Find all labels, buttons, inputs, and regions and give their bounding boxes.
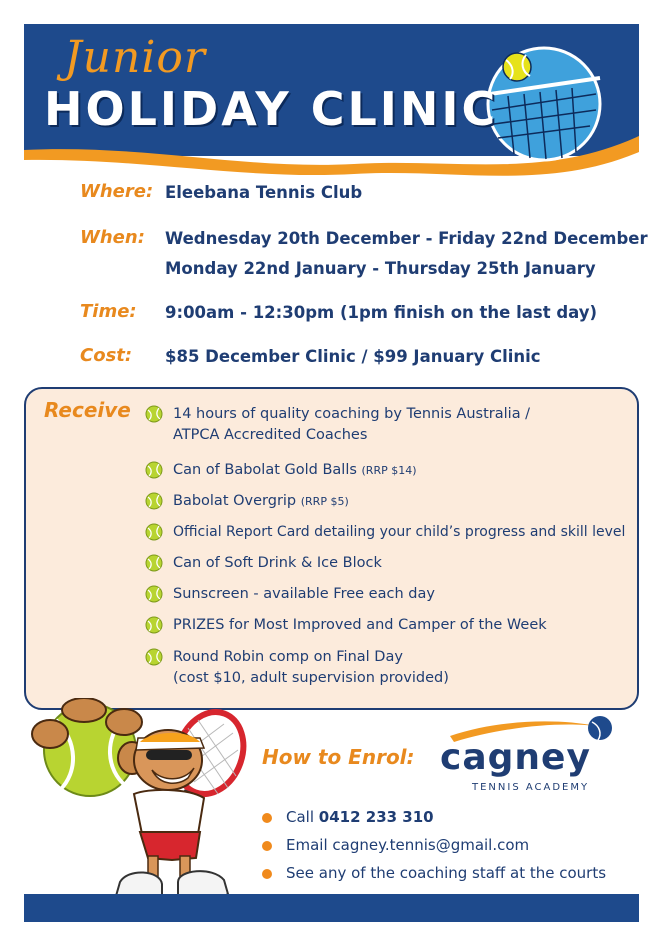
phone-number[interactable]: 0412 233 310 xyxy=(318,808,434,826)
item-note: (RRP $14) xyxy=(361,464,417,477)
tennis-ball-icon xyxy=(145,492,163,510)
item-text: Can of Babolat Gold Balls xyxy=(173,462,362,478)
when-value-line1: Wednesday 20th December - Friday 22nd December xyxy=(165,229,648,248)
tennis-ball-icon xyxy=(145,585,163,603)
cost-label: Cost: xyxy=(80,345,133,366)
bullet-dot-icon xyxy=(262,869,272,879)
footer-bar xyxy=(24,894,639,922)
cost-value: $85 December Clinic / $99 January Clinic xyxy=(165,347,541,366)
item-text: Round Robin comp on Final Day xyxy=(173,649,403,665)
tennis-ball-icon xyxy=(145,523,163,541)
title-script: Junior xyxy=(64,32,206,83)
item-note: (RRP $5) xyxy=(300,495,349,508)
enrol-label: How to Enrol: xyxy=(262,745,415,769)
tennis-ball-icon xyxy=(145,461,163,479)
receive-label: Receive xyxy=(44,398,131,422)
tennis-ball-icon xyxy=(145,616,163,634)
item-text: Sunscreen - available Free each day xyxy=(173,586,435,602)
item-text: 14 hours of quality coaching by Tennis Australia / xyxy=(173,406,531,422)
item-text: ATPCA Accredited Coaches xyxy=(173,427,368,443)
bullet-dot-icon xyxy=(262,841,272,851)
when-label: When: xyxy=(80,227,145,248)
item-text: PRIZES for Most Improved and Camper of the Week xyxy=(173,617,547,633)
time-label: Time: xyxy=(80,301,137,322)
brand-tagline: TENNIS ACADEMY xyxy=(472,782,590,793)
when-value-line2: Monday 22nd January - Thursday 25th January xyxy=(165,259,596,278)
brand-logo-text: cagney xyxy=(440,737,591,778)
mascot-illustration xyxy=(28,698,253,913)
tennis-ball-icon xyxy=(145,405,163,423)
tennis-ball-icon xyxy=(145,648,163,666)
time-value: 9:00am - 12:30pm (1pm finish on the last day) xyxy=(165,303,598,322)
page-title: HOLIDAY CLINIC xyxy=(44,82,499,136)
tennis-ball-icon xyxy=(503,53,531,81)
where-label: Where: xyxy=(80,181,154,202)
item-text: (cost $10, adult supervision provided) xyxy=(173,670,449,686)
item-text: Babolat Overgrip xyxy=(173,493,301,509)
staff-text: See any of the coaching staff at the courts xyxy=(286,864,607,882)
call-prefix: Call xyxy=(286,808,319,826)
email-text[interactable]: Email cagney.tennis@gmail.com xyxy=(286,836,530,854)
tennis-ball-icon xyxy=(145,554,163,572)
where-value: Eleebana Tennis Club xyxy=(165,183,363,202)
item-text: Official Report Card detailing your child’s progress and skill level xyxy=(173,524,626,540)
bullet-dot-icon xyxy=(262,813,272,823)
item-text: Can of Soft Drink & Ice Block xyxy=(173,555,382,571)
